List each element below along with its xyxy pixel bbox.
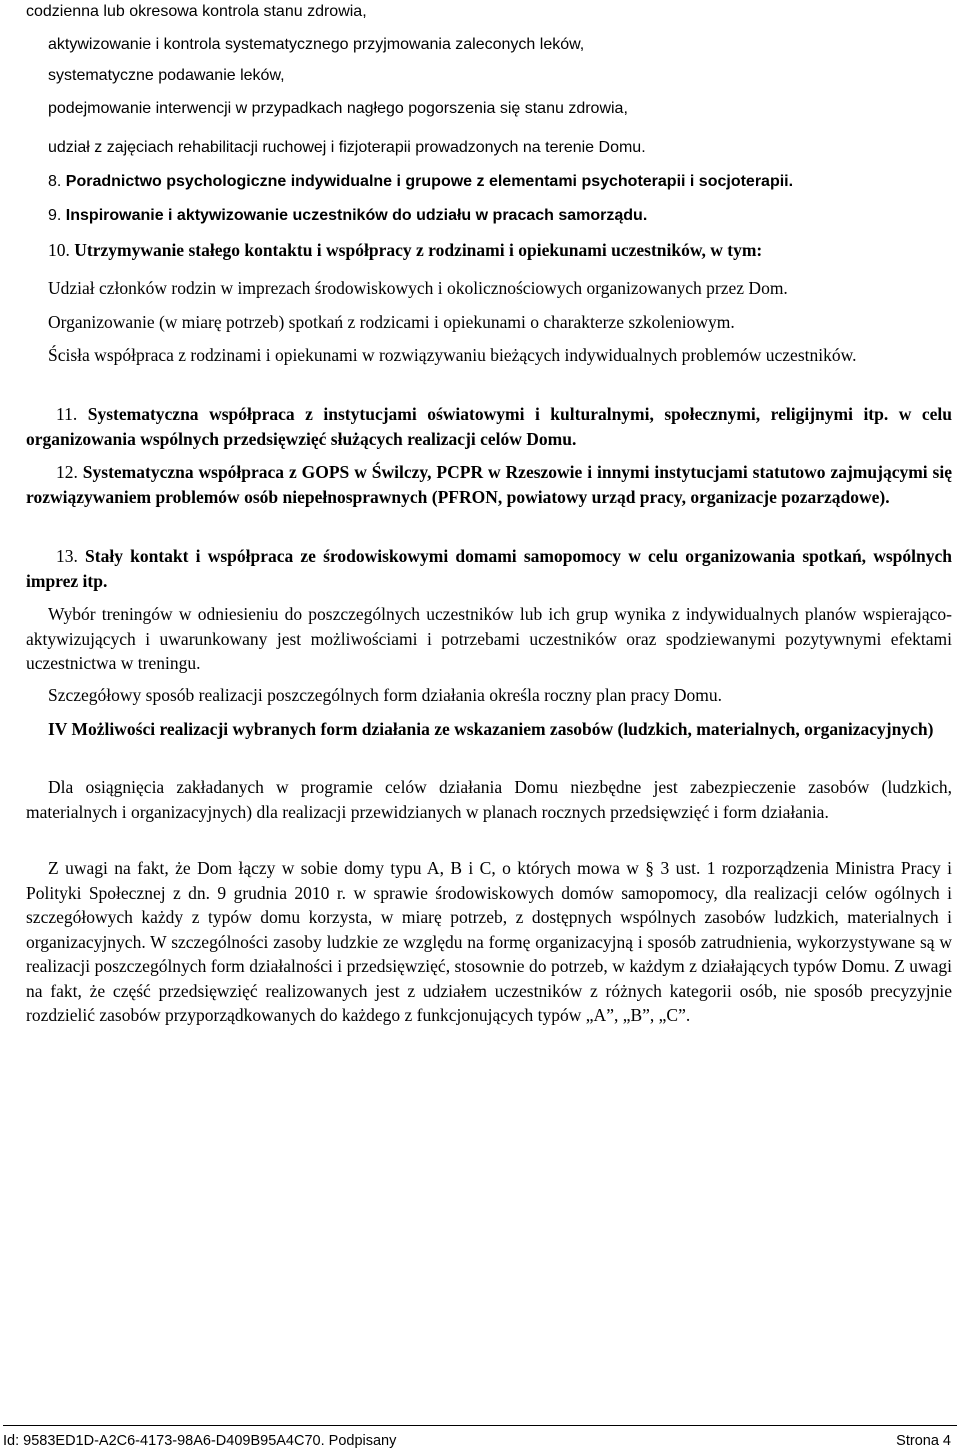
- page-footer: [3, 1431, 951, 1451]
- list-item: podejmowanie interwencji w przypadkach nagłego pogorszenia się stanu zdrowia,: [48, 100, 628, 117]
- item-text: Poradnictwo psychologiczne indywidualne i grupowe z elementami psychoterapii i socjoterapii.: [65, 173, 794, 190]
- document-id: Id: 9583ED1D-A2C6-4173-98A6-D409B95A4C70. Podpisany: [3, 1433, 397, 1449]
- sub-item: [26, 343, 952, 368]
- item-text: Systematyczna współpraca z GOPS w Świlczy, PCPR w Rzeszowie i innymi instytucjami statutowo zajmującymi się rozwiązywaniem problemów osób niepełnosprawnych (PFRON, powiatowy urząd pracy, organizacje pozarządowe).: [26, 462, 952, 507]
- item-number: 13.: [56, 546, 78, 566]
- sub-item: Organizowanie (w miarę potrzeb) spotkań z rodzicami i opiekunami o charakterze szkoleniowym.: [48, 312, 735, 332]
- item-number: 8.: [48, 173, 62, 190]
- numbered-item-13: [26, 544, 952, 593]
- item-text: Utrzymywanie stałego kontaktu i współpracy z rodzinami i opiekunami uczestników, w tym:: [74, 240, 763, 260]
- paragraph-z-uwagi: Z uwagi na fakt, że Dom łączy w sobie domy typu A, B i C, o których mowa w § 3 ust. 1 rozporządzenia Ministra Pracy i Polityki Społecznej z dn. 9 grudnia 2010 r. w sprawie środowiskowych domów samopomocy, dla realizacji celów ogólnych i szczegółowych każdy z typów domu korzysta, w miarę potrzeb, z dostępnych wspólnych zasobów ludzkich, materialnych i organizacyjnych. W szczególności zasoby ludzkie ze względu na formę organizacyjną i sposób zatrudnienia, wykorzystywane są w realizacji poszczególnych form działalności i przedsięwzięć, stosownie do potrzeb, w każdym z działających typów Domu. Z uwagi na fakt, że część przedsięwzięć realizowanych jest z udziałem uczestników z różnych kategorii osób, nie sposób precyzyjnie rozdzielić zasobów przyporządkowanych do każdego z funkcjonujących typów „A”, „B”, „C”.: [26, 858, 952, 1025]
- list-item: codzienna lub okresowa kontrola stanu zdrowia,: [26, 3, 367, 20]
- numbered-item-11: [26, 402, 952, 451]
- sub-item-text: Ścisła współpraca z rodzinami i opiekunami w rozwiązywaniu bieżących indywidualnych problemów uczestników.: [48, 345, 857, 365]
- sub-item: Udział członków rodzin w imprezach środowiskowych i okolicznościowych organizowanych przez Dom.: [48, 278, 788, 298]
- footer-divider: [3, 1425, 957, 1426]
- numbered-item-8: [26, 170, 793, 194]
- paragraph-dla: Dla osiągnięcia zakładanych w programie celów działania Domu niezbędne jest zabezpieczenie zasobów (ludzkich, materialnych i organizacyjnych) dla realizacji przewidzianych w planach rocznych przedsięwzięć i form działania.: [26, 777, 952, 822]
- list-item: aktywizowanie i kontrola systematycznego przyjmowania zaleconych leków,: [48, 36, 585, 53]
- item-number: 12.: [56, 462, 78, 482]
- item-number: 11.: [56, 404, 78, 424]
- list-item: systematyczne podawanie leków,: [48, 67, 285, 84]
- page-number: Strona 4: [896, 1433, 951, 1449]
- item-text: Stały kontakt i współpraca ze środowiskowymi domami samopomocy w celu organizowania spotkań, wspólnych imprez itp.: [26, 546, 952, 591]
- list-item: udział z zajęciach rehabilitacji ruchowej i fizjoterapii prowadzonych na terenie Domu.: [48, 139, 646, 156]
- numbered-item-9: [26, 204, 647, 228]
- item-text: Systematyczna współpraca z instytucjami oświatowymi i kulturalnymi, społecznymi, religijnymi itp. w celu organizowania wspólnych przedsięwzięć służących realizacji celów Domu.: [26, 404, 953, 449]
- paragraph-wybor: Wybór treningów w odniesieniu do poszczególnych uczestników lub ich grup wynika z indywidualnych planów wspierająco-aktywizujących i uwarunkowany jest możliwościami i potrzebami uczestników oraz spodziewanymi pozytywnymi efektami uczestnictwa w treningu.: [26, 604, 952, 673]
- item-number: 9.: [48, 207, 62, 224]
- item-text: Inspirowanie i aktywizowanie uczestników do udziału w pracach samorządu.: [65, 207, 648, 224]
- item-number: 10.: [48, 240, 70, 260]
- section-heading-iv: IV Możliwości realizacji wybranych form działania ze wskazaniem zasobów (ludzkich, materialnych, organizacyjnych): [48, 719, 934, 739]
- numbered-item-10: [26, 238, 762, 263]
- numbered-item-12: [26, 460, 952, 509]
- paragraph-szczegolowy: Szczegółowy sposób realizacji poszczególnych form działania określa roczny plan pracy Domu.: [48, 685, 722, 705]
